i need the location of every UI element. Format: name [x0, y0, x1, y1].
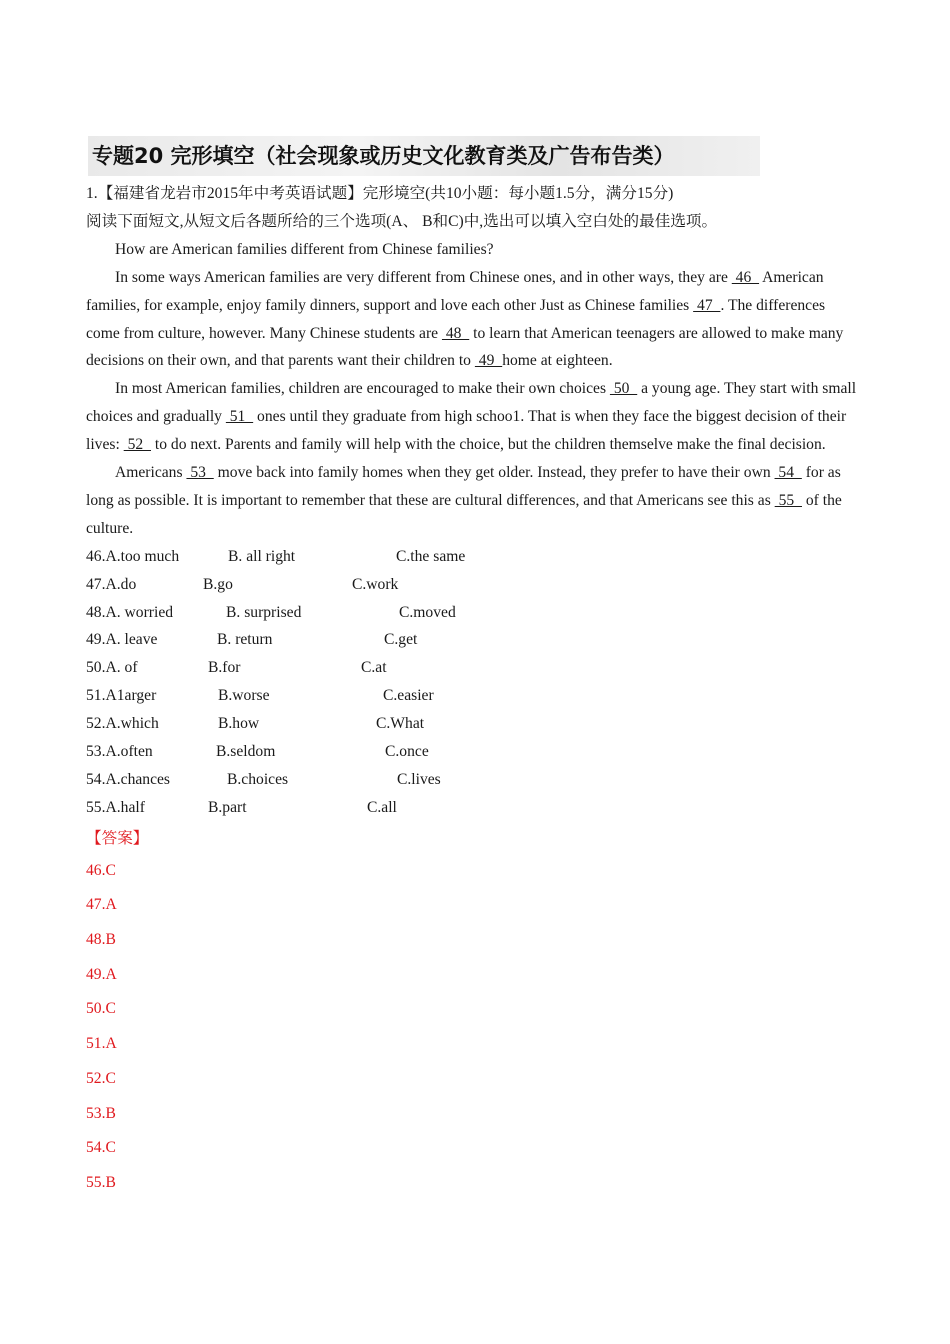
- answer-item: 46.C: [86, 861, 116, 879]
- passage-text: of the culture.: [86, 491, 842, 537]
- blank-52[interactable]: 52: [123, 436, 151, 454]
- option-a[interactable]: 52.A.which: [86, 715, 159, 733]
- passage-paragraph-1: [86, 236, 861, 264]
- answer-item: 54.C: [86, 1139, 116, 1157]
- blank-55[interactable]: 55: [774, 491, 802, 509]
- passage-text: How are American families different from Chinese families?: [115, 240, 494, 258]
- option-c[interactable]: C.easier: [383, 687, 434, 705]
- passage-paragraph-4: [86, 459, 861, 543]
- answer-item: 49.A: [86, 965, 117, 983]
- option-c[interactable]: C.once: [385, 743, 429, 761]
- option-a[interactable]: 53.A.often: [86, 743, 153, 761]
- option-a[interactable]: 46.A.too much: [86, 547, 180, 565]
- answer-item: 51.A: [86, 1035, 117, 1053]
- option-b[interactable]: B.worse: [218, 687, 270, 705]
- option-a[interactable]: 49.A. leave: [86, 631, 158, 649]
- option-a[interactable]: 47.A.do: [86, 575, 137, 593]
- option-c[interactable]: C.at: [361, 659, 387, 677]
- blank-47[interactable]: 47: [693, 296, 721, 314]
- option-c[interactable]: C.work: [352, 575, 399, 593]
- option-row-50: [86, 654, 861, 682]
- option-row-51: [86, 682, 861, 710]
- option-b[interactable]: B.part: [208, 798, 247, 816]
- passage-text: home at eighteen.: [502, 352, 613, 370]
- option-c[interactable]: C.What: [376, 715, 425, 733]
- answer-item: 55.B: [86, 1173, 116, 1191]
- answers-label: 【答案】: [86, 829, 149, 847]
- answer-item: 48.B: [86, 931, 116, 949]
- blank-49[interactable]: 49: [474, 352, 503, 370]
- passage-text: to do next. Parents and family will help with the choice, but the children themselve make the final decision.: [150, 436, 826, 454]
- question-header: 1.【福建省龙岩市2015年中考英语试题】完形境空(共10小题：每小题1.5分，满分15分): [86, 185, 674, 202]
- option-row-49: [86, 626, 861, 654]
- blank-50[interactable]: 50: [609, 380, 638, 398]
- blank-48[interactable]: 48: [441, 324, 470, 342]
- option-b[interactable]: B.for: [208, 659, 241, 677]
- answer-item: 53.B: [86, 1104, 116, 1122]
- options-list: [86, 543, 861, 822]
- passage-text: In most American families, children are encouraged to make their own choices: [115, 380, 610, 398]
- passage-paragraph-2: [86, 264, 861, 376]
- option-b[interactable]: B.choices: [227, 770, 289, 788]
- document-content: [86, 180, 861, 1201]
- passage-text: In some ways American families are very different from Chinese ones, and in other ways, they are: [115, 268, 732, 286]
- option-a[interactable]: 54.A.chances: [86, 770, 170, 788]
- option-b[interactable]: B.seldom: [216, 743, 276, 761]
- option-row-52: [86, 710, 861, 738]
- option-row-55: [86, 794, 861, 822]
- option-c[interactable]: C.get: [384, 631, 418, 649]
- option-row-47: [86, 571, 861, 599]
- passage-text: to learn that American teenagers are allowed to make many decisions on their own, and that parents want their children to: [86, 324, 844, 370]
- option-a[interactable]: 51.A1arger: [86, 687, 157, 705]
- blank-51[interactable]: 51: [225, 408, 254, 426]
- answer-item: 47.A: [86, 896, 117, 914]
- option-b[interactable]: B. return: [217, 631, 273, 649]
- page-title: 专题20 完形填空（社会现象或历史文化教育类及广告布告类）: [88, 136, 760, 176]
- passage-paragraph-3: [86, 375, 861, 459]
- option-a[interactable]: 48.A. worried: [86, 603, 174, 621]
- passage-text: for as long as possible. It is important to remember that these are cultural differences, and that Americans see this as: [86, 464, 841, 509]
- option-a[interactable]: 55.A.half: [86, 798, 145, 816]
- passage-text: move back into family homes when they get older. Instead, they prefer to have their own: [213, 464, 775, 482]
- option-row-48: [86, 599, 861, 627]
- passage-text: a young age. They start with small choices and gradually: [86, 380, 857, 426]
- option-c[interactable]: C.all: [367, 798, 397, 816]
- passage-text: ones until they graduate from high schoo1. That is when they face the biggest decision of their lives:: [86, 408, 847, 454]
- blank-46[interactable]: 46: [731, 268, 760, 286]
- option-b[interactable]: B.how: [218, 715, 260, 733]
- option-row-53: [86, 738, 861, 766]
- instruction-text: 阅读下面短文,从短文后各题所给的三个选项(A、 B和C)中,选出可以填入空白处的最佳选项。: [86, 212, 718, 230]
- option-row-46: [86, 543, 861, 571]
- answer-item: 50.C: [86, 1000, 116, 1018]
- blank-53[interactable]: 53: [186, 464, 214, 482]
- passage-text: Americans: [115, 464, 187, 482]
- passage-text: American families, for example, enjoy family dinners, support and love each other Just as Chinese families: [86, 268, 824, 314]
- option-b[interactable]: B. surprised: [226, 603, 302, 621]
- option-c[interactable]: C.moved: [399, 603, 456, 621]
- blank-54[interactable]: 54: [774, 464, 802, 482]
- option-b[interactable]: B.go: [203, 575, 233, 593]
- passage-text: . The differences come from culture, however. Many Chinese students are: [86, 296, 826, 342]
- option-row-54: [86, 766, 861, 794]
- option-c[interactable]: C.the same: [396, 547, 466, 565]
- answer-section: [86, 824, 861, 1201]
- answer-item: 52.C: [86, 1069, 116, 1087]
- option-b[interactable]: B. all right: [228, 547, 296, 565]
- option-a[interactable]: 50.A. of: [86, 659, 138, 677]
- option-c[interactable]: C.lives: [397, 770, 441, 788]
